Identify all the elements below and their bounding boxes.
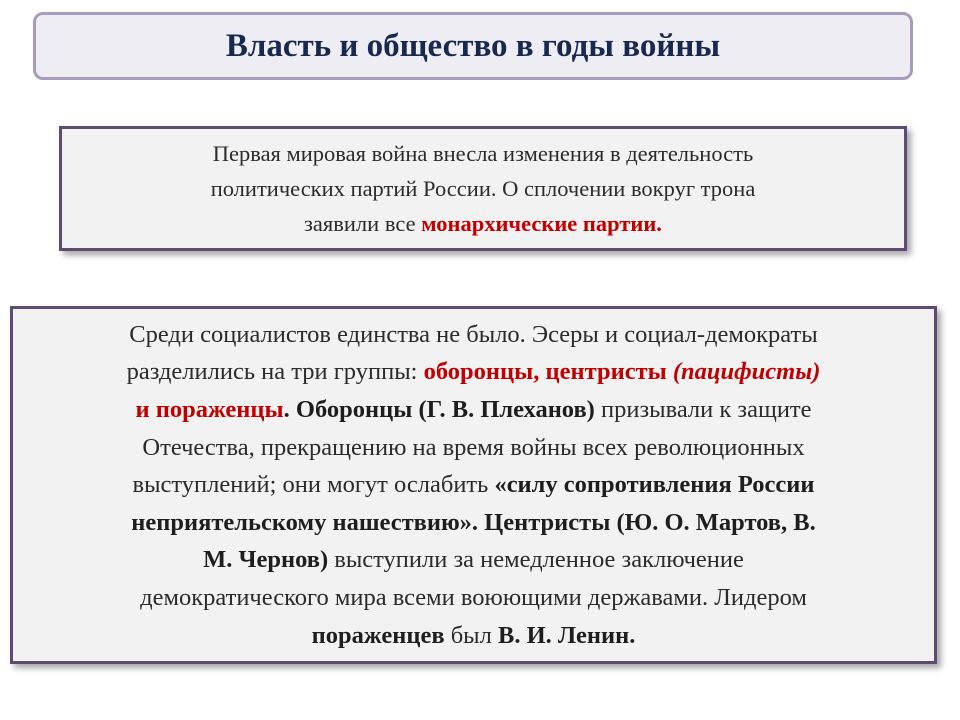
bold-quote: «силу сопротивления России [494, 471, 815, 499]
body-line [127, 353, 821, 391]
highlight-monarchist-parties: монархические партии. [421, 211, 662, 236]
intro-text-box [59, 126, 907, 251]
text-segment: разделились на три группы: [126, 358, 424, 386]
body-line [129, 316, 817, 354]
text-segment: Среди социалистов единства не было. Эсеры и социал-демократы [129, 320, 818, 348]
text-segment: выступлений; они могут ослабить [132, 471, 495, 499]
text-segment: заявили все [304, 211, 422, 236]
bold-defensists: . Оборонцы (Г. В. Плеханов) [283, 396, 595, 424]
text-segment: выступили за немедленное заключение [328, 546, 744, 574]
bold-lenin: В. И. Ленин. [497, 621, 636, 649]
body-line [312, 617, 636, 655]
title-banner [33, 12, 913, 80]
body-line [140, 579, 807, 617]
socialists-text-box [10, 306, 937, 664]
text-segment: Отечества, прекращению на время войны всех революционных [142, 433, 805, 461]
intro-line [211, 171, 756, 206]
text-segment: Первая мировая война внесла изменения в деятельность [212, 141, 754, 166]
body-line [135, 391, 811, 429]
text-segment: политических партий России. О сплочении вокруг трона [210, 176, 756, 201]
text-segment: призывали к защите [594, 396, 812, 424]
highlight-pacifists: (пацифисты) [672, 358, 821, 386]
body-line [131, 504, 816, 542]
intro-line [213, 136, 753, 171]
highlight-defeatists: и пораженцы [135, 396, 284, 424]
body-line [203, 541, 744, 579]
body-line [142, 429, 804, 467]
body-line [133, 466, 815, 504]
intro-line [304, 206, 662, 241]
bold-defeatists: пораженцев [311, 621, 445, 649]
text-segment: был [444, 621, 498, 649]
bold-quote-centrists: неприятельскому нашествию». Центристы (Ю. О. Мартов, В. [131, 508, 816, 536]
slide-title: Власть и общество в годы войны [225, 27, 721, 64]
bold-chernov: М. Чернов) [203, 546, 329, 574]
text-segment: демократического мира всеми воюющими державами. Лидером [140, 583, 807, 611]
highlight-groups: оборонцы, центристы [423, 358, 673, 386]
